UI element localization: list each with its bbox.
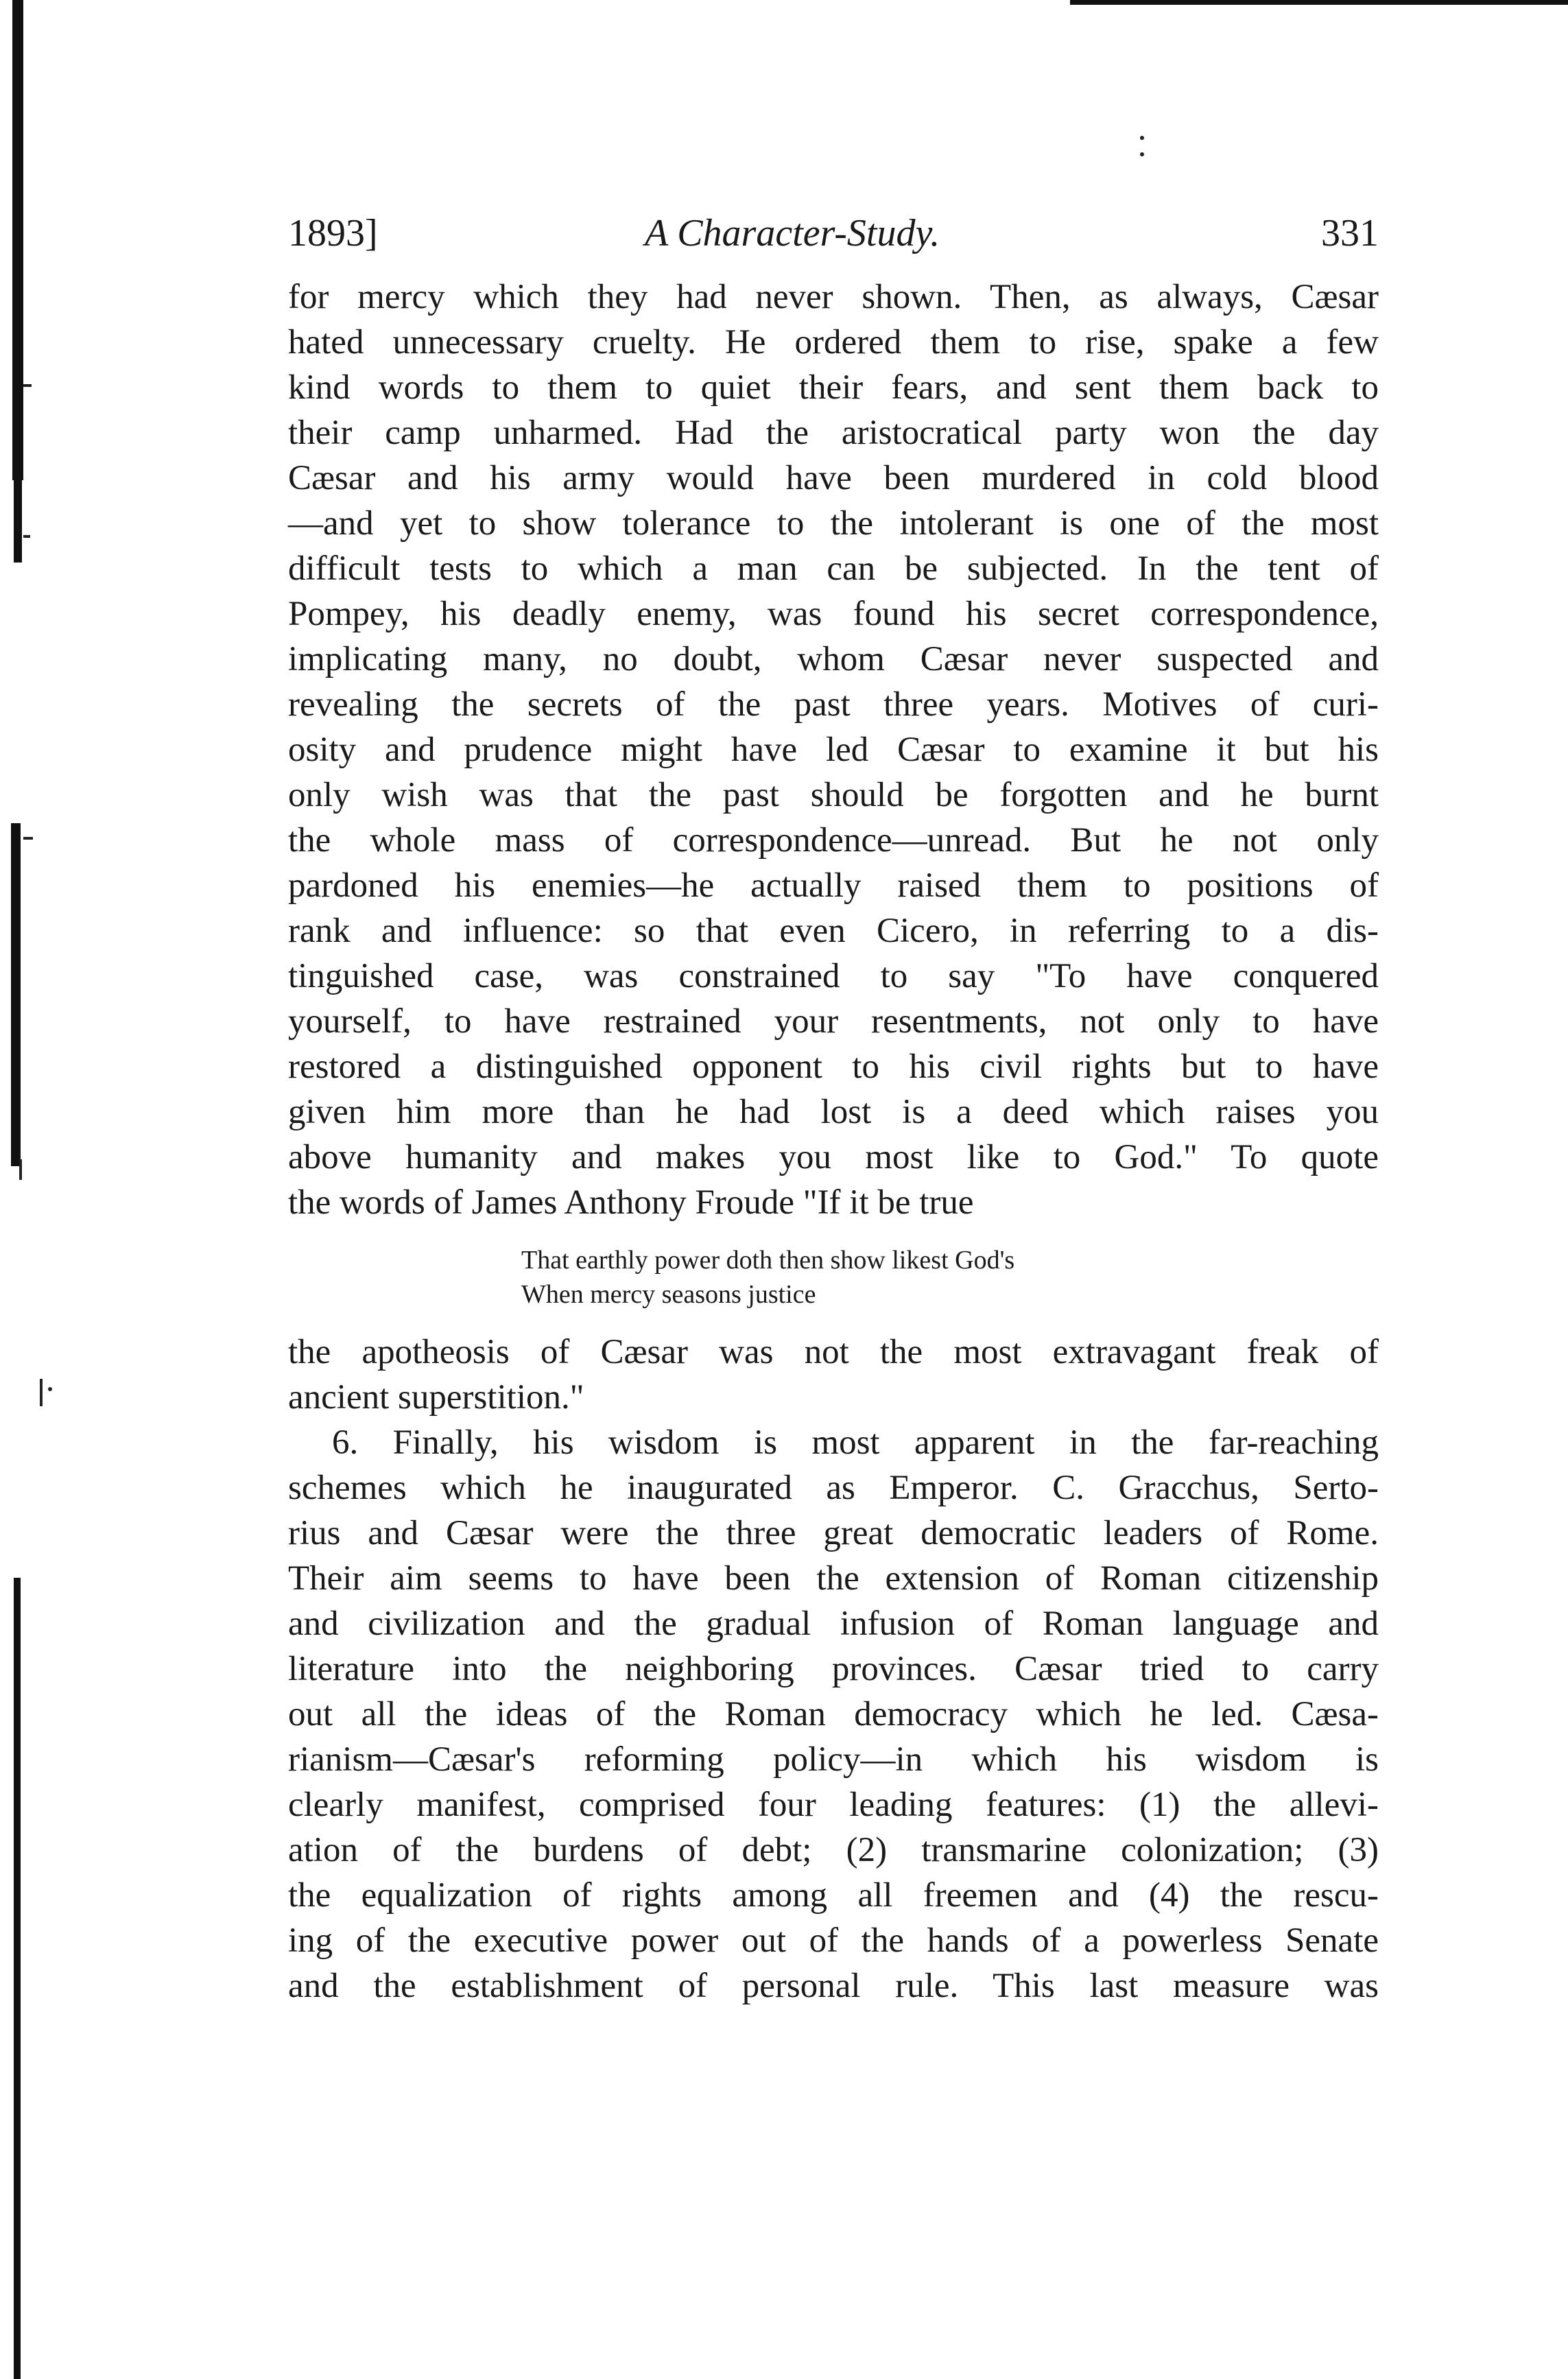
quote-line: That earthly power doth then show likest God's bbox=[521, 1246, 1015, 1275]
scan-speck bbox=[23, 837, 33, 840]
text-line: the words of James Anthony Froude "If it be true bbox=[288, 1183, 974, 1222]
scan-speck bbox=[40, 1379, 43, 1406]
scan-speck bbox=[1140, 136, 1144, 140]
page-body bbox=[288, 274, 1379, 2009]
running-head-year: 1893] bbox=[288, 212, 378, 255]
paragraph-6 bbox=[288, 1420, 1379, 2009]
text-line: only wish was that the past should be forgotten and he burnt bbox=[288, 776, 1379, 814]
text-line: rianism—Cæsar's reforming policy—in which his wisdom is bbox=[288, 1740, 1379, 1779]
running-head bbox=[288, 200, 1379, 276]
text-line: the whole mass of correspondence—unread. But he not only bbox=[288, 821, 1379, 860]
text-line: out all the ideas of the Roman democracy which he led. Cæsa- bbox=[288, 1695, 1379, 1733]
scan-speck bbox=[23, 384, 32, 387]
text-line: difficult tests to which a man can be subjected. In the tent of bbox=[288, 549, 1379, 588]
running-head-title: A Character-Study. bbox=[645, 212, 940, 255]
text-line: yourself, to have restrained your resentments, not only to have bbox=[288, 1002, 1379, 1041]
scan-speck bbox=[48, 1387, 52, 1391]
paragraph-continued-end bbox=[288, 1329, 1379, 1420]
paragraph-continued bbox=[288, 274, 1379, 1225]
text-line: restored a distinguished opponent to his civil rights but to have bbox=[288, 1048, 1379, 1086]
text-line: implicating many, no doubt, whom Cæsar never suspected and bbox=[288, 640, 1379, 678]
text-line: Cæsar and his army would have been murdered in cold blood bbox=[288, 459, 1379, 497]
text-line: and the establishment of personal rule. This last measure was bbox=[288, 1967, 1379, 2005]
text-line: the apotheosis of Cæsar was not the most extravagant freak of bbox=[288, 1333, 1379, 1371]
text-line: rius and Cæsar were the three great democratic leaders of Rome. bbox=[288, 1514, 1379, 1552]
text-line: Pompey, his deadly enemy, was found his secret correspondence, bbox=[288, 595, 1379, 633]
block-quote bbox=[521, 1243, 1207, 1312]
text-line: Their aim seems to have been the extension of Roman citizenship bbox=[288, 1559, 1379, 1598]
scan-left-edge bbox=[11, 823, 21, 1166]
text-line: for mercy which they had never shown. Then, as always, Cæsar bbox=[288, 278, 1379, 316]
text-line: pardoned his enemies—he actually raised them to positions of bbox=[288, 866, 1379, 905]
text-line: schemes which he inaugurated as Emperor. C. Gracchus, Serto- bbox=[288, 1469, 1379, 1507]
text-line: osity and prudence might have led Cæsar to examine it but his bbox=[288, 731, 1379, 769]
text-line: ing of the executive power out of the hands of a powerless Senate bbox=[288, 1921, 1379, 1960]
quote-line: When mercy seasons justice bbox=[521, 1280, 816, 1309]
text-line: the equalization of rights among all freemen and (4) the rescu- bbox=[288, 1876, 1379, 1915]
text-line: clearly manifest, comprised four leading features: (1) the allevi- bbox=[288, 1786, 1379, 1824]
text-line: given him more than he had lost is a deed which raises you bbox=[288, 1093, 1379, 1131]
scan-speck bbox=[23, 535, 30, 538]
text-line: revealing the secrets of the past three years. Motives of curi- bbox=[288, 685, 1379, 724]
text-line: —and yet to show tolerance to the intolerant is one of the most bbox=[288, 504, 1379, 543]
page-number: 331 bbox=[1321, 212, 1379, 255]
text-line: and civilization and the gradual infusion of Roman language and bbox=[288, 1605, 1379, 1643]
scan-left-edge bbox=[14, 480, 22, 563]
scan-left-edge bbox=[12, 0, 23, 480]
text-line: kind words to them to quiet their fears, and sent them back to bbox=[288, 368, 1379, 407]
scan-speck bbox=[1140, 152, 1144, 156]
scan-speck bbox=[19, 1159, 22, 1180]
text-line: tinguished case, was constrained to say "To have conquered bbox=[288, 957, 1379, 995]
text-line: rank and influence: so that even Cicero, in referring to a dis- bbox=[288, 912, 1379, 950]
text-line: hated unnecessary cruelty. He ordered them to rise, spake a few bbox=[288, 323, 1379, 362]
scan-left-edge bbox=[14, 1578, 21, 2379]
text-line: their camp unharmed. Had the aristocratical party won the day bbox=[288, 414, 1379, 452]
text-line: ation of the burdens of debt; (2) transmarine colonization; (3) bbox=[288, 1831, 1379, 1869]
text-line: above humanity and makes you most like to God." To quote bbox=[288, 1138, 1379, 1176]
text-line: literature into the neighboring provinces. Cæsar tried to carry bbox=[288, 1650, 1379, 1688]
scan-top-rule bbox=[1070, 0, 1568, 5]
text-line: 6. Finally, his wisdom is most apparent in the far-reaching bbox=[332, 1423, 1379, 1462]
text-line: ancient superstition." bbox=[288, 1378, 584, 1417]
